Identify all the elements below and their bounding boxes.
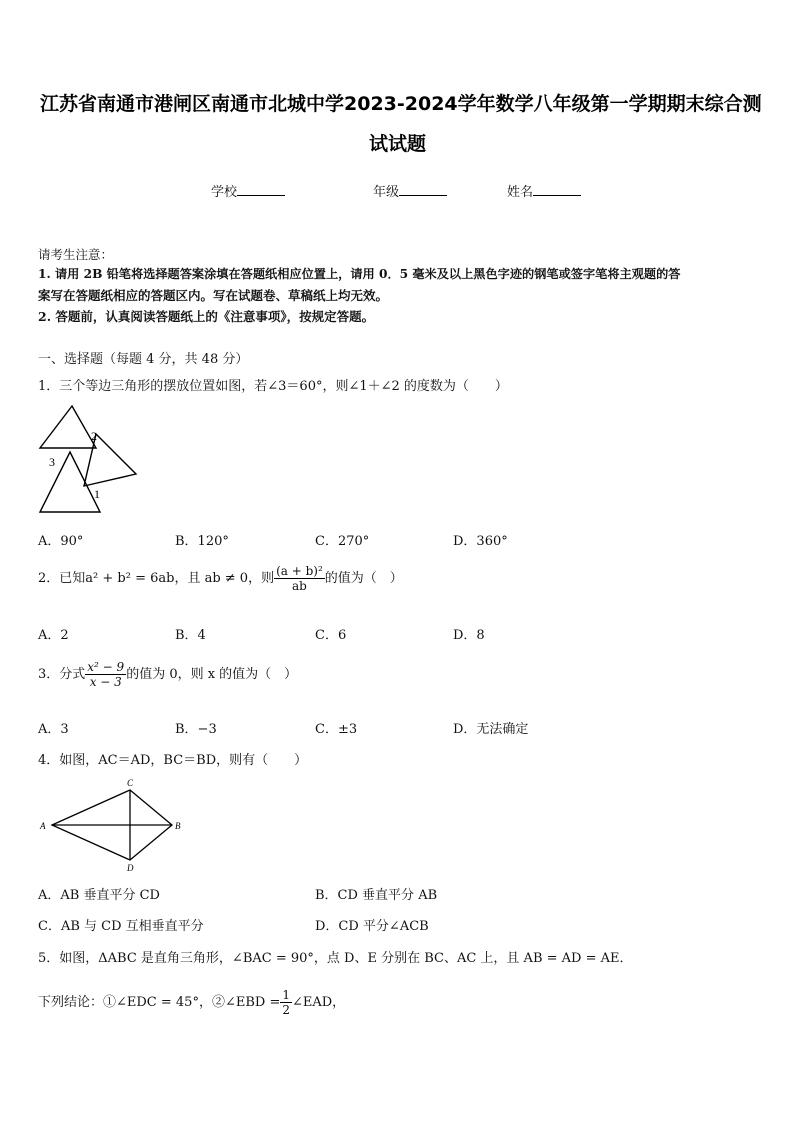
q2-mid: ，且 ab ≠ 0，则 [174,571,275,586]
q2-fraction [274,564,325,593]
q3-prefix: 3．分式 [38,667,86,682]
exam-title-line2: 试试题 [369,133,427,155]
notes-line1: 1. 请用 2B 铅笔将选择题答案涂填在答题纸相应位置上，请用 0．5 毫米及以上黑色字迹的钢笔或签字笔将主观题的答 [38,267,681,281]
q1-option-b[interactable]: B．120° [175,534,229,549]
q2-option-b[interactable]: B．4 [175,628,206,643]
notes-line2: 案写在答题纸相应的答题区内。写在试题卷、草稿纸上均无效。 [38,288,389,303]
q3-suffix: 的值为 0，则 x 的值为（ ） [126,667,298,682]
q3-option-a[interactable]: A．3 [38,722,69,737]
q1-label-1: 1 [94,487,100,501]
section1-heading: 一、选择题（每题 4 分，共 48 分） [38,352,249,367]
q4-option-c[interactable]: C．AB 与 CD 互相垂直平分 [38,919,204,934]
q3-frac-den: x − 3 [89,675,122,689]
q2-option-d[interactable]: D．8 [453,628,485,643]
q3-fraction [85,660,126,689]
q4-label-a: A [40,821,46,831]
school-blank [237,183,285,196]
exam-title-line1: 江苏省南通市港闸区南通市北城中学2023-2024学年数学八年级第一学期期末综合测 [40,93,762,115]
name-label: 姓名 [507,185,534,200]
q4-label-d: D [127,863,134,873]
q4-option-a[interactable]: A．AB 垂直平分 CD [38,888,160,903]
q1-label-3: 3 [49,455,55,469]
q3-option-b[interactable]: B．−3 [175,722,217,737]
q1-option-d[interactable]: D．360° [453,534,508,549]
q2-suffix: 的值为（ ） [324,571,403,586]
school-label: 学校 [211,185,238,200]
q1-triangles-figure [36,404,142,516]
q4-kite-figure [36,776,186,874]
q2-option-c[interactable]: C．6 [315,628,347,643]
q1-stem: 1．三个等边三角形的摆放位置如图，若∠3＝60°，则∠1＋∠2 的度数为（ ） [38,379,508,394]
notes-heading: 请考生注意： [38,247,114,262]
q1-label-2: 2 [91,429,97,443]
q3-option-c[interactable]: C．±3 [315,722,358,737]
q5-conclusions [38,988,345,1017]
q3-stem [38,660,297,689]
q2-frac-den: ab [292,579,307,593]
q4-label-b: B [175,821,181,831]
q2-stem [38,564,403,593]
q4-label-c: C [127,778,134,788]
q5-conclusions-suffix: ∠EAD， [291,995,346,1010]
q3-option-d[interactable]: D．无法确定 [453,722,529,737]
q2-condition: a² + b² = 6ab [85,571,175,586]
notes-line3: 2. 答题前，认真阅读答题纸上的《注意事项》，按规定答题。 [38,309,375,324]
q4-stem: 4．如图，AC＝AD，BC＝BD，则有（ ） [38,753,308,768]
q5-half-fraction [280,988,292,1017]
q4-option-b[interactable]: B．CD 垂直平分 AB [315,888,438,903]
grade-label: 年级 [373,185,400,200]
grade-field [373,181,447,200]
q5-half-den: 2 [282,1003,290,1017]
q4-option-d[interactable]: D．CD 平分∠ACB [315,919,429,934]
name-field [507,181,581,200]
q5-stem: 5．如图，ΔABC 是直角三角形，∠BAC = 90°，点 D、E 分别在 BC、AC 上，且 AB = AD = AE． [38,951,633,966]
q5-conclusions-prefix: 下列结论：①∠EDC = 45°，②∠EBD = [38,995,281,1010]
q1-option-c[interactable]: C．270° [315,534,370,549]
q2-frac-num: (a + b)² [276,564,323,578]
q3-frac-num: x² − 9 [87,660,125,674]
school-field [211,181,285,200]
q2-option-a[interactable]: A．2 [38,628,69,643]
grade-blank [399,183,447,196]
q2-prefix: 2．已知 [38,571,86,586]
name-blank [533,183,581,196]
q1-option-a[interactable]: A．90° [38,534,84,549]
q1-triangle-top [40,406,96,448]
q5-half-num: 1 [282,988,290,1002]
